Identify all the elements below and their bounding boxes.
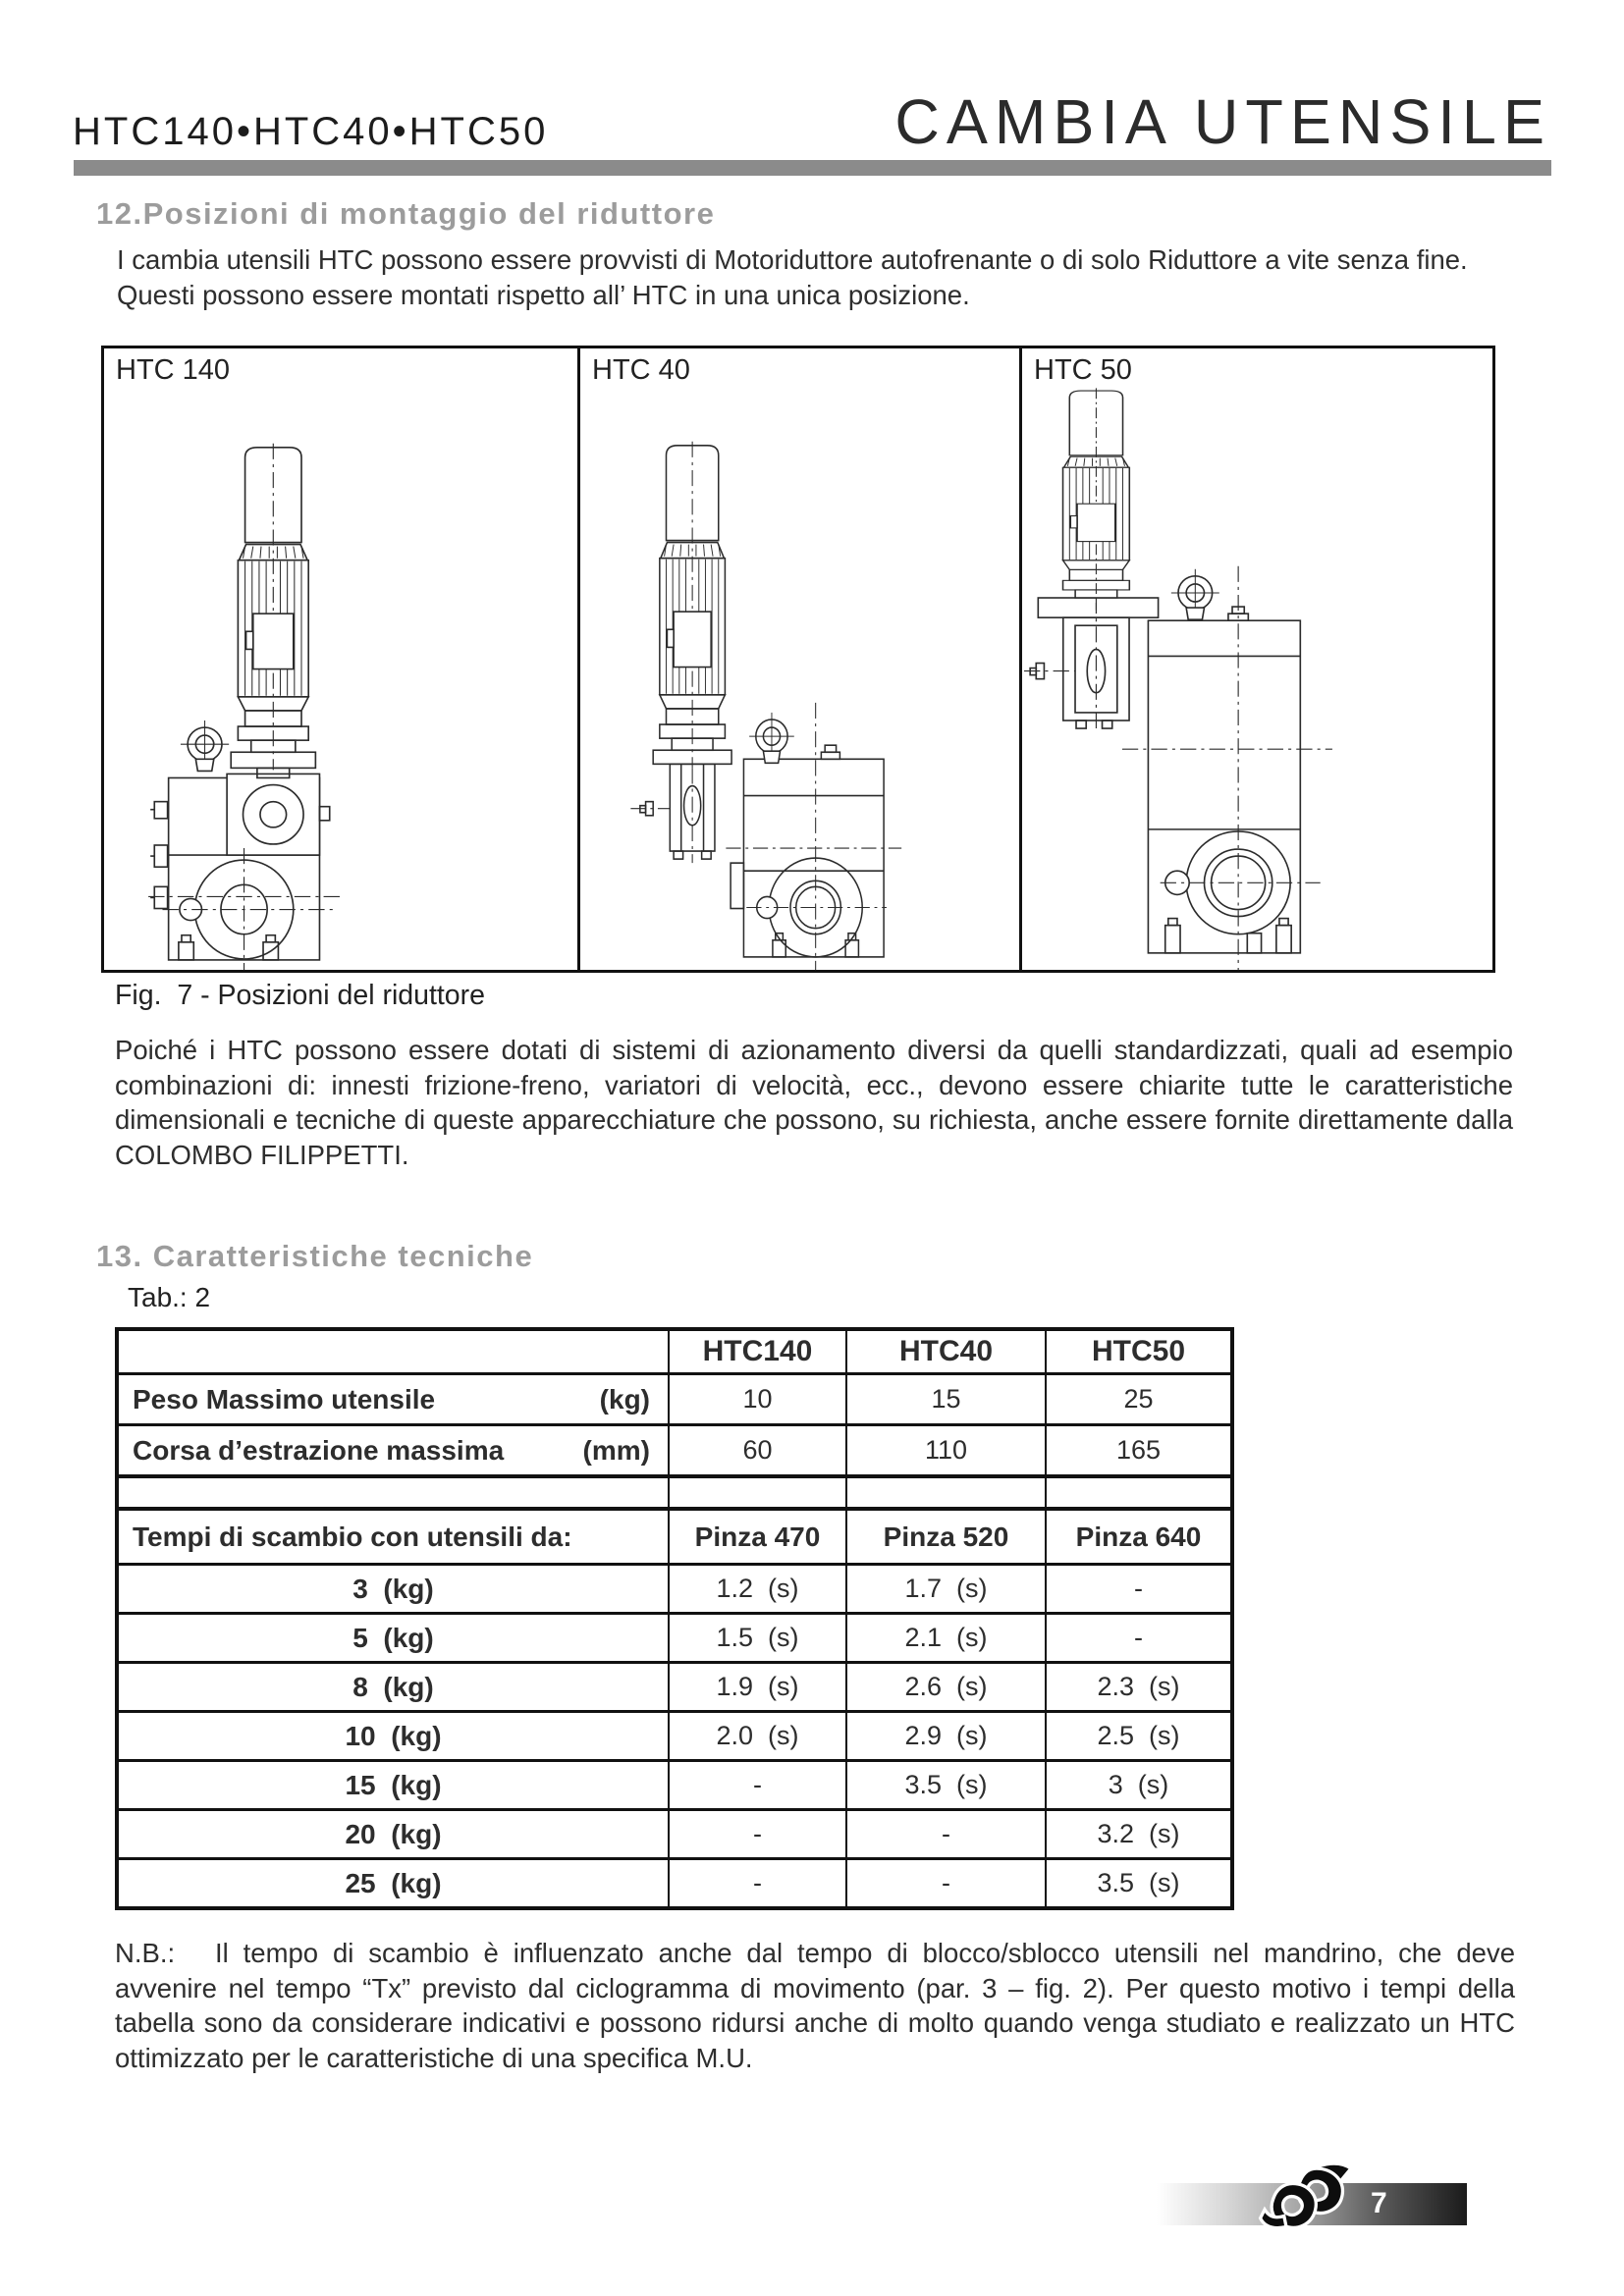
row-value-htc50: 3.2 (s) <box>1045 1811 1230 1857</box>
row-label: Tempi di scambio con utensili da: <box>133 1521 572 1552</box>
table-row <box>119 1563 1230 1612</box>
page-header-models: HTC140•HTC40•HTC50 <box>73 110 549 153</box>
row-value-htc50: 3.5 (s) <box>1045 1860 1230 1906</box>
table-header-htc50: HTC50 <box>1045 1331 1230 1372</box>
row-label: Peso Massimo utensile <box>133 1383 436 1415</box>
figure-panel-htc40 <box>577 348 1019 970</box>
row-value-htc50: - <box>1045 1566 1230 1612</box>
table-header-htc140: HTC140 <box>668 1331 845 1372</box>
row-value-htc140: 1.5 (s) <box>668 1615 845 1661</box>
table-row <box>119 1474 1230 1507</box>
row-value-htc40: 2.6 (s) <box>845 1664 1045 1710</box>
row-value-htc40: - <box>845 1860 1045 1906</box>
panel-label-htc40: HTC 40 <box>592 354 690 386</box>
row-label: 8 (kg) <box>352 1671 434 1702</box>
table-row <box>119 1423 1230 1474</box>
note-text: Il tempo di scambio è influenzato anche dal tempo di blocco/sblocco utensili nel mandrino, che deve avvenire nel tempo “Tx” previsto dal ciclogramma di movimento (par. 3 – fig. 2). Per questo motivo i tempi della tabella sono da considerare indicativi e possono ridursi anche di molto quando venga studiato e realizzato un HTC ottimizzato per le caratteristiche di una specifica M.U. <box>115 1938 1515 2073</box>
page-title: CAMBIA UTENSILE <box>894 87 1551 158</box>
table-header-empty <box>119 1331 668 1372</box>
htc50-technical-drawing <box>1022 348 1492 970</box>
row-label: 25 (kg) <box>345 1867 442 1898</box>
row-value-htc40: 1.7 (s) <box>845 1566 1045 1612</box>
section-12-text-line1: I cambia utensili HTC possono essere provvisti di Motoriduttore autofrenante o di solo Riduttore a vite senza fine. <box>117 244 1468 275</box>
table-row <box>119 1372 1230 1423</box>
table-label: Tab.: 2 <box>128 1282 211 1312</box>
panel-label-htc140: HTC 140 <box>116 354 231 386</box>
row-label: 15 (kg) <box>345 1769 442 1800</box>
section-13-heading: 13. Caratteristiche tecniche <box>96 1239 534 1273</box>
row-value-htc40: 2.9 (s) <box>845 1713 1045 1759</box>
table-row <box>119 1507 1230 1563</box>
row-value-htc140: - <box>668 1762 845 1808</box>
row-value-htc40: Pinza 520 <box>845 1511 1045 1563</box>
table-row <box>119 1808 1230 1857</box>
row-value-htc50: 25 <box>1045 1375 1230 1423</box>
row-value-htc40: - <box>845 1811 1045 1857</box>
figure-panel-htc140 <box>104 348 577 970</box>
figure-panel-htc50 <box>1019 348 1492 970</box>
row-label: 5 (kg) <box>352 1622 434 1653</box>
row-unit: (mm) <box>582 1434 650 1466</box>
technical-characteristics-table <box>115 1327 1234 1910</box>
header-rule-bar <box>74 160 1551 176</box>
table-row <box>119 1710 1230 1759</box>
row-value-htc40: 2.1 (s) <box>845 1615 1045 1661</box>
table-row <box>119 1661 1230 1710</box>
row-value-htc50: 2.3 (s) <box>1045 1664 1230 1710</box>
row-value-htc140: 10 <box>668 1375 845 1423</box>
row-value-htc40: 15 <box>845 1375 1045 1423</box>
section-12-paragraph: Poiché i HTC possono essere dotati di sistemi di azionamento diversi da quelli standardizzati, quali ad esempio combinazioni di: innesti frizione-freno, variatori di velocità, ecc., devono essere chiarite tutte le caratteristiche dimensionali e tecniche di queste apparecchiature che possono, su richiesta, anche essere fornite direttamente dalla COLOMBO FILIPPETTI. <box>115 1035 1513 1170</box>
row-value-htc140: 60 <box>668 1426 845 1474</box>
figure-7-panels <box>101 346 1495 973</box>
row-value-htc40 <box>845 1478 1045 1507</box>
panel-label-htc50: HTC 50 <box>1034 354 1132 386</box>
row-label: 20 (kg) <box>345 1818 442 1849</box>
table-header-htc40: HTC40 <box>845 1331 1045 1372</box>
row-value-htc140: 2.0 (s) <box>668 1713 845 1759</box>
htc40-technical-drawing <box>580 348 1019 970</box>
table-row <box>119 1612 1230 1661</box>
page-number: 7 <box>1371 2187 1387 2219</box>
table-header-row <box>119 1331 1230 1372</box>
figure-caption: Fig. 7 - Posizioni del riduttore <box>115 980 485 1011</box>
colombo-filippetti-logo-icon <box>1254 2160 1362 2240</box>
row-value-htc140 <box>668 1478 845 1507</box>
row-label: Corsa d’estrazione massima <box>133 1434 505 1466</box>
row-value-htc140: 1.9 (s) <box>668 1664 845 1710</box>
row-label: 3 (kg) <box>352 1573 434 1604</box>
row-value-htc50: 165 <box>1045 1426 1230 1474</box>
row-value-htc40: 3.5 (s) <box>845 1762 1045 1808</box>
table-row <box>119 1857 1230 1906</box>
row-value-htc50: 2.5 (s) <box>1045 1713 1230 1759</box>
row-value-htc50 <box>1045 1478 1230 1507</box>
row-value-htc50: 3 (s) <box>1045 1762 1230 1808</box>
note-paragraph <box>115 1936 1515 2075</box>
row-value-htc140: - <box>668 1811 845 1857</box>
section-12-text-line2: Questi possono essere montati rispetto all’ HTC in una unica posizione. <box>117 280 970 310</box>
row-unit: (kg) <box>599 1383 650 1415</box>
section-12-heading: 12.Posizioni di montaggio del riduttore <box>96 196 716 231</box>
row-value-htc140: Pinza 470 <box>668 1511 845 1563</box>
row-value-htc50: Pinza 640 <box>1045 1511 1230 1563</box>
row-value-htc140: - <box>668 1860 845 1906</box>
row-value-htc50: - <box>1045 1615 1230 1661</box>
row-value-htc140: 1.2 (s) <box>668 1566 845 1612</box>
row-label: 10 (kg) <box>345 1720 442 1751</box>
row-value-htc40: 110 <box>845 1426 1045 1474</box>
table-row <box>119 1759 1230 1808</box>
htc140-technical-drawing <box>104 348 577 970</box>
note-label: N.B.: <box>115 1938 176 1968</box>
